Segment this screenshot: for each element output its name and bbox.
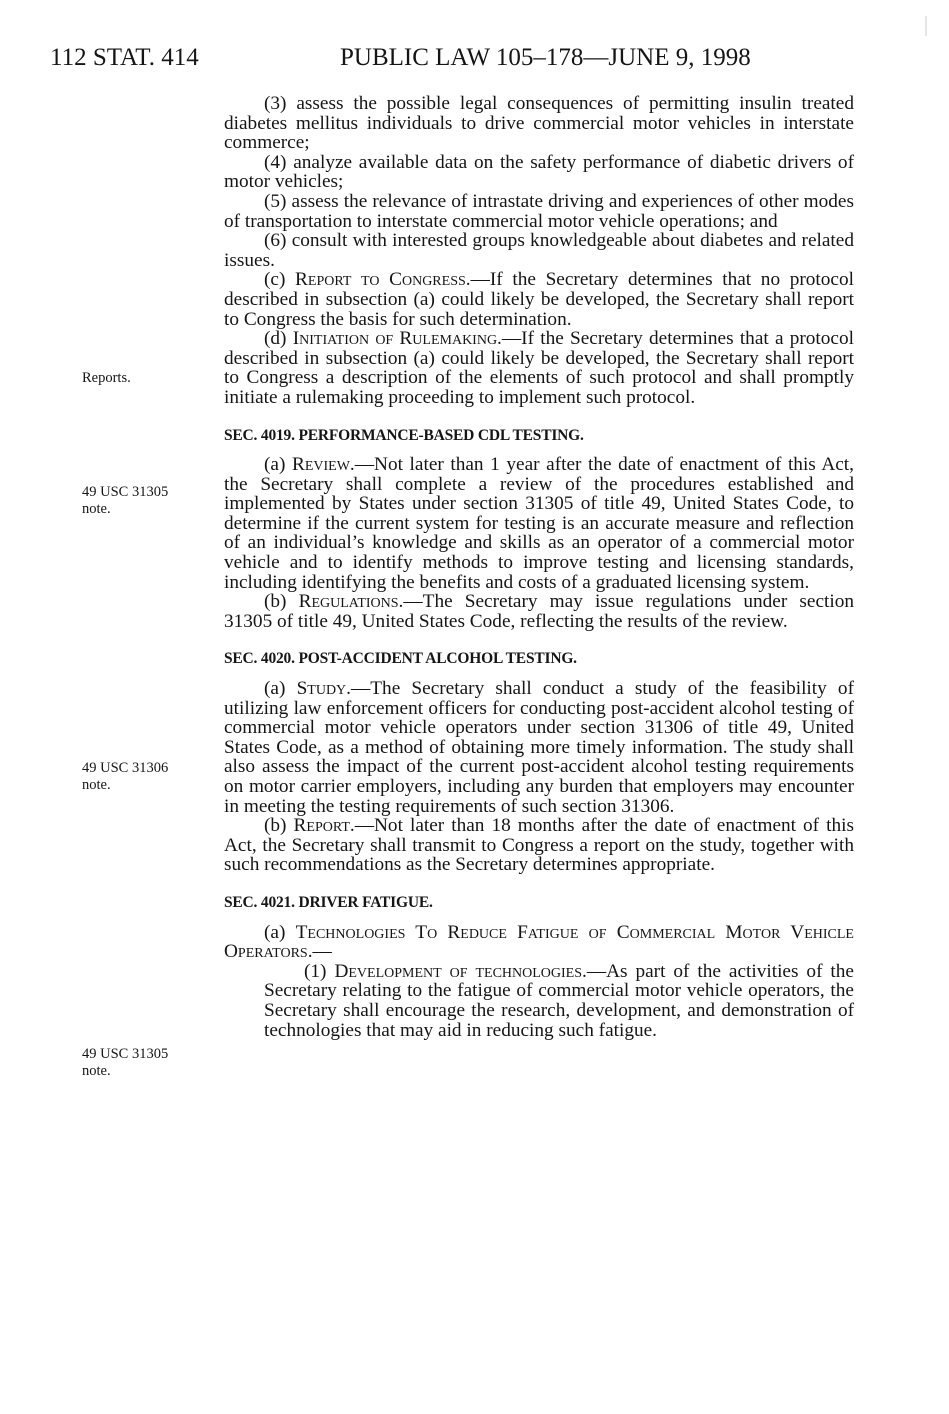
subsection-text: —The Secretary shall conduct a study of the feasibility of utilizing law enforcement officers for conducting post-accident alcohol testing of commercial motor vehicle operators under section 31306 of title 49, United States Code, as a method of obtaining more timely information. The study shall also assess the impact of the current post-accident alcohol testing requirements on motor carrier employers, including any burden that employers may encounter in meeting the testing requirements of such section 31306.	[224, 678, 854, 817]
subsection-label: (b)	[264, 815, 294, 837]
section-4021-title: SEC. 4021. DRIVER FATIGUE.	[224, 893, 433, 911]
subsection-text: —The Secretary may issue regulations under section 31305 of title 49, United States Code, reflecting the results of the review.	[224, 591, 854, 632]
paragraph-3: (3) assess the possible legal consequences of permitting insulin treated diabetes mellitus individuals to drive commercial motor vehicles in interstate commerce;	[224, 93, 854, 154]
margin-note-reports	[82, 370, 212, 387]
margin-note-text: Reports.	[82, 370, 131, 386]
law-title: PUBLIC LAW 105–178—JUNE 9, 1998	[340, 44, 751, 71]
subsection-label: (b)	[264, 591, 299, 613]
subsection-heading: Report.	[293, 815, 355, 837]
sec4019-subsection-a	[224, 455, 854, 592]
subsection-label: (a)	[264, 454, 292, 476]
subsection-heading: Regulations.	[298, 591, 404, 613]
paragraph-6: (6) consult with interested groups knowledgeable about diabetes and related issues.	[224, 230, 854, 271]
subsection-heading: Initiation of Rulemaking.	[292, 328, 502, 350]
sec4020-subsection-b	[224, 816, 854, 875]
margin-note-usc: 49 USC 31306	[82, 760, 169, 776]
subsection-label: (a)	[264, 921, 296, 943]
paragraph-text: —As part of the activities of the Secretary relating to the fatigue of commercial motor vehicle operators, the Secretary shall encourage the research, development, and demonstration of technologies that may aid in reducing such fatigue.	[264, 960, 854, 1041]
subsection-heading: Report to Congress.	[295, 269, 471, 291]
sec4019-subsection-b	[224, 592, 854, 631]
subsection-label: (d)	[264, 328, 293, 350]
subsection-text: —Not later than 1 year after the date of enactment of this Act, the Secretary shall complete a review of the procedures established and implemented by States under section 31305 of title 49, United States Code, to determine if the current system for testing is an accurate measure and reflection of an individual’s knowledge and skills as an operator of a commercial motor vehicle and to identify methods to improve testing and licensing standards, including identifying the benefits and costs of a graduated licensing system.	[224, 454, 854, 593]
section-4019-title: SEC. 4019. PERFORMANCE-BASED CDL TESTING.	[224, 426, 584, 444]
subsection-d	[224, 329, 854, 407]
subsection-text: —Not later than 18 months after the date of enactment of this Act, the Secretary shall transmit to Congress a report on the study, together with such recommendations as the Secretary determines appropriate.	[224, 815, 854, 876]
page-reference: 112 STAT. 414	[50, 44, 199, 71]
margin-note-note: note.	[82, 777, 111, 793]
page-header	[50, 44, 850, 76]
sec4020-subsection-a	[224, 679, 854, 816]
margin-note-sec4019	[82, 484, 212, 518]
margin-note-note: note.	[82, 501, 111, 517]
margin-note-sec4021	[82, 1046, 212, 1080]
subsection-heading: Study.	[296, 678, 351, 700]
margin-note-sec4020	[82, 760, 212, 794]
subsection-label: (a)	[264, 678, 297, 700]
subsection-c	[224, 270, 854, 329]
subsection-text: —If the Secretary determines that a protocol described in subsection (a) could likely be developed, the Secretary shall report to Congress a description of the elements of such protocol and shall promptly initiate a rulemaking proceeding to implement such protocol.	[224, 328, 854, 408]
margin-note-usc: 49 USC 31305	[82, 484, 169, 500]
sec4021-subsection-a	[224, 923, 854, 962]
paragraph-label: (1)	[304, 960, 335, 982]
subsection-text: —If the Secretary determines that no protocol described in subsection (a) could likely be developed, the Secretary shall report to Congress the basis for such determination.	[224, 269, 854, 330]
body-text	[224, 94, 854, 1040]
margin-note-usc: 49 USC 31305	[82, 1046, 169, 1062]
scan-mark	[925, 16, 927, 36]
subsection-dash: —	[312, 941, 332, 963]
subsection-label: (c)	[264, 269, 296, 291]
margin-note-note: note.	[82, 1063, 111, 1079]
paragraph-heading: Development of technologies.	[334, 960, 587, 982]
section-4020-title: SEC. 4020. POST-ACCIDENT ALCOHOL TESTING.	[224, 650, 577, 668]
subsection-heading: Technologies To Reduce Fatigue of Commercial Motor Vehicle Operators.	[224, 921, 854, 963]
sec4021-paragraph-1	[224, 962, 854, 1040]
paragraph-5: (5) assess the relevance of intrastate driving and experiences of other modes of transportation to interstate commercial motor vehicle operations; and	[224, 190, 854, 232]
subsection-heading: Review.	[291, 454, 355, 476]
paragraph-4: (4) analyze available data on the safety performance of diabetic drivers of motor vehicles;	[224, 151, 854, 193]
